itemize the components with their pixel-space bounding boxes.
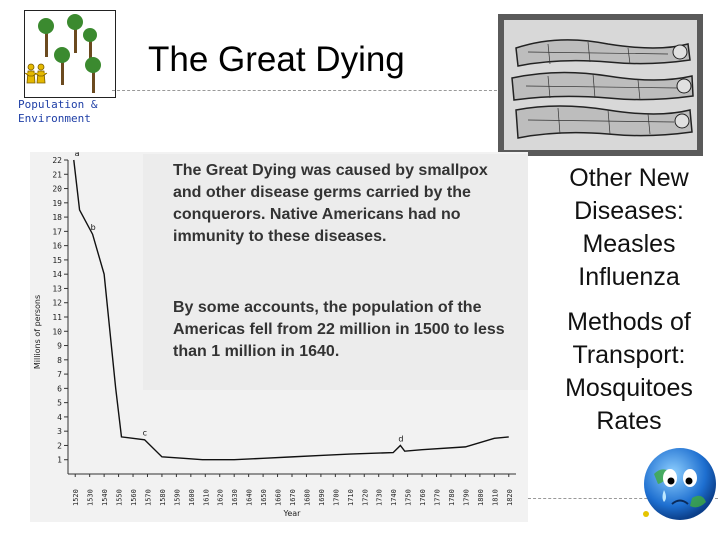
x-tick-label: 1560: [130, 489, 139, 506]
y-tick-label: 13: [52, 284, 62, 294]
y-tick-label: 6: [57, 384, 62, 394]
y-tick-label: 17: [52, 227, 62, 237]
logo-caption-line2: Environment: [18, 112, 91, 125]
x-tick-label: 1550: [115, 489, 124, 506]
y-tick-label: 14: [52, 270, 62, 280]
logo-caption: [18, 98, 97, 126]
x-tick-label: 1540: [101, 489, 110, 506]
y-tick-label: 3: [57, 427, 62, 437]
y-tick-label: 19: [52, 198, 62, 208]
x-tick-label: 1660: [274, 489, 283, 506]
x-tick-label: 1820: [505, 489, 514, 506]
side-line: Methods of: [567, 308, 691, 336]
paragraph-population: By some accounts, the population of the Americas fell from 22 million in 1500 to less than 1 million in 1640.: [173, 299, 505, 360]
y-tick-label: 20: [52, 184, 62, 194]
x-axis-label: Year: [283, 509, 301, 518]
x-tick-label: 1570: [144, 489, 153, 506]
x-tick-label: 1690: [317, 489, 326, 506]
y-tick-label: 18: [52, 213, 62, 223]
bodies-illustration-icon: [498, 14, 703, 156]
y-axis-label: Millions of persons: [33, 294, 42, 370]
y-tick-label: 16: [52, 241, 62, 251]
y-tick-label: 5: [57, 398, 62, 408]
x-tick-label: 1800: [476, 489, 485, 506]
y-tick-label: 7: [57, 370, 62, 380]
side-line: Transport:: [572, 341, 686, 369]
side-line: Rates: [596, 407, 662, 435]
paragraph-cause: The Great Dying was caused by smallpox and other disease germs carried by the conquerors. Native Americans had no immunity to these diseases.: [173, 162, 488, 245]
x-tick-label: 1770: [433, 489, 442, 506]
x-tick-label: 1640: [245, 489, 254, 506]
x-tick-label: 1700: [332, 489, 341, 506]
x-tick-label: 1780: [447, 489, 456, 506]
x-tick-label: 1600: [187, 489, 196, 506]
side-text-transport: [540, 306, 718, 438]
y-tick-label: 15: [52, 255, 62, 265]
point-annotation: c: [142, 428, 147, 438]
x-tick-label: 1530: [86, 489, 95, 506]
y-tick-label: 12: [52, 298, 62, 308]
x-tick-label: 1730: [375, 489, 384, 506]
y-tick-label: 10: [52, 327, 62, 337]
y-tick-label: 22: [52, 156, 62, 165]
x-tick-label: 1580: [158, 489, 167, 506]
historical-bodies-image: [498, 14, 703, 156]
side-line: Other New: [569, 164, 689, 192]
x-tick-label: 1680: [303, 489, 312, 506]
x-tick-label: 1520: [72, 489, 81, 506]
x-tick-label: 1750: [404, 489, 413, 506]
y-tick-label: 8: [57, 355, 62, 365]
logo-caption-line1: Population &: [18, 98, 98, 111]
x-tick-label: 1610: [202, 489, 211, 506]
y-tick-label: 9: [57, 341, 62, 351]
x-tick-label: 1630: [231, 489, 240, 506]
trees-people-logo-icon: [25, 11, 115, 97]
slide-title: The Great Dying: [148, 40, 405, 79]
x-tick-label: 1790: [462, 489, 471, 506]
y-tick-label: 1: [57, 455, 62, 465]
side-line: Influenza: [578, 263, 680, 291]
side-line: Mosquitoes: [565, 374, 693, 402]
logo-frame: [24, 10, 116, 98]
x-tick-label: 1740: [390, 489, 399, 506]
x-tick-label: 1760: [419, 489, 428, 506]
x-tick-label: 1650: [260, 489, 269, 506]
x-tick-label: 1670: [289, 489, 297, 506]
x-tick-label: 1710: [346, 489, 355, 506]
x-tick-label: 1810: [491, 489, 500, 506]
y-tick-label: 21: [52, 170, 62, 180]
x-tick-label: 1590: [173, 489, 182, 506]
side-text-diseases: [540, 162, 718, 294]
crying-globe-image: [636, 444, 720, 524]
point-annotation: d: [398, 434, 404, 444]
point-annotation: b: [90, 223, 96, 233]
point-annotation: a: [74, 152, 80, 158]
title-divider: [112, 90, 502, 91]
y-tick-label: 4: [57, 412, 62, 422]
x-tick-label: 1620: [216, 489, 225, 506]
y-tick-label: 11: [52, 313, 62, 322]
crying-globe-icon: [636, 444, 720, 524]
side-line: Diseases:: [574, 197, 684, 225]
x-tick-label: 1720: [361, 489, 370, 506]
side-line: Measles: [582, 230, 676, 258]
y-tick-label: 2: [57, 441, 62, 451]
